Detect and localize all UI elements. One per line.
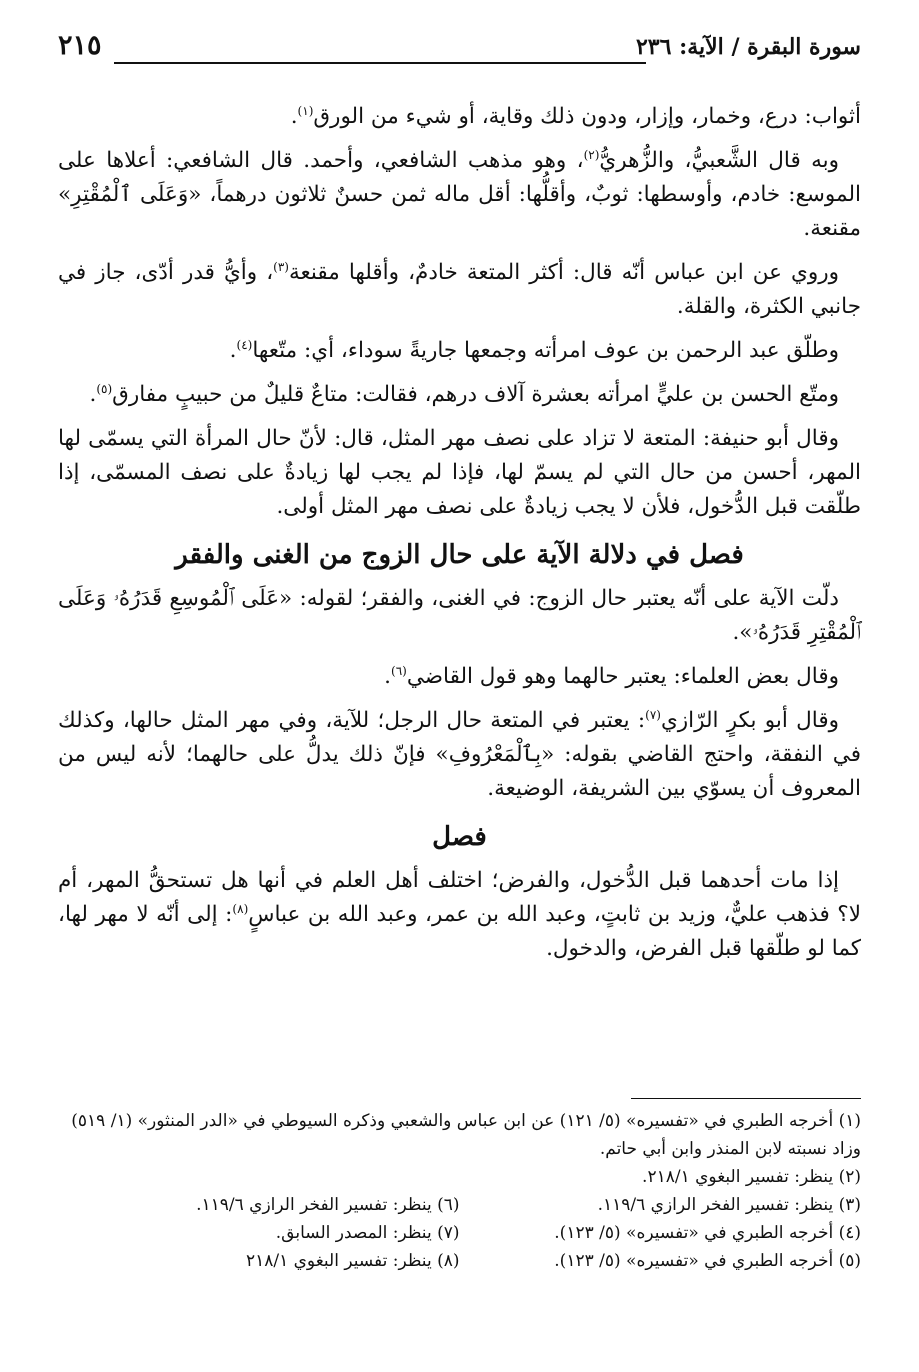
footnote: (٦) ينظر: تفسير الفخر الرازي ١١٩/٦. [196, 1195, 460, 1215]
footnote: (٣) ينظر: تفسير الفخر الرازي ١١٩/٦. [597, 1195, 861, 1215]
footnote-marker: (١) [297, 103, 314, 118]
footnote-rule [631, 1098, 861, 1099]
paragraph: وقال أبو بكرٍ الرّازي$^{(٧)}$: يعتبر في المتعة حال الرجل؛ للآية، وفي مهر المثل حالها، وكذلك في النفقة، واحتج القاضي بقوله: «بِٱلْمَعْرُوفِ» فإنّ ذلك يدلُّ على حالهما؛ لأنه ليس من المعروف أن يسوّي بين الشريفة، الوضيعة. [58, 707, 861, 801]
footnote-marker: (٣) [273, 259, 289, 274]
page-number: ٢١٥ [58, 30, 102, 61]
footnote: (٨) ينظر: تفسير البغوي ٢١٨/١ [245, 1251, 460, 1271]
footnote-marker: (٧) [645, 707, 661, 722]
footnote-marker: (٢) [583, 147, 600, 162]
paragraph: دلّت الآية على أنّه يعتبر حال الزوج: في الغنى، والفقر؛ لقوله: «عَلَى ٱلْمُوسِعِ قَدَرُهُۥ وَعَلَى ٱلْمُقْتِرِ قَدَرُهُۥ». [58, 586, 861, 645]
footnote-marker: (٦) [391, 663, 407, 678]
footnotes [58, 1098, 861, 1275]
paragraph: وبه قال الشَّعبيُّ، والزُّهريُّ$^{(٢)}$، وهو مذهب الشافعي، وأحمد. قال الشافعي: أعلاها على الموسع: خادم، وأوسطها: ثوبٌ، وأقلُّها: أقل ماله ثمن حسنٌ ثلاثون درهماً، «وَعَلَى ٱلْمُقْتِرِ» مقنعة. [58, 147, 861, 241]
footnote-row [58, 1247, 861, 1275]
footnote-marker: (٨) [232, 901, 249, 916]
paragraph: إذا مات أحدهما قبل الدُّخول، والفرض؛ اختلف أهل العلم في أنها هل تستحقُّ المهر، أم لا؟ فذهب عليٌّ، وزيد بن ثابتٍ، وعبد الله بن عمر، وعبد الله بن عباسٍ$^{(٨)}$: إلى أنّه لا مهر لها، كما لو طلّقها قبل الفرض، والدخول. [58, 868, 861, 961]
paragraph: وقال بعض العلماء: يعتبر حالهما وهو قول القاضي$^{(٦)}$. [384, 663, 839, 689]
footnote: (٢) ينظر: تفسير البغوي ٢١٨/١. [642, 1167, 861, 1187]
footnote: (١) أخرجه الطبري في «تفسيره» (٥/ ١٢١) عن ابن عباس والشعبي وذكره السيوطي في «الدر المنثور» (١/ ٥١٩) وزاد نسبته لابن المنذر وابن أبي حاتم. [71, 1111, 861, 1159]
main-text [58, 100, 861, 976]
footnote-marker: (٥) [96, 381, 113, 396]
paragraph: وطلّق عبد الرحمن بن عوف امرأته وجمعها جاريةً سوداء، أي: متّعها$^{(٤)}$. [229, 337, 839, 363]
paragraph: وقال أبو حنيفة: المتعة لا تزاد على نصف مهر المثل، قال: لأنّ حال المرأة التي يسمّى لها المهر، أحسن من حال التي لم يسمّ لها، فإذا لم يجب لها زيادةٌ على نصف المسمّى، إذا طلّقت قبل الدُّخول، فلأن لا يجب زيادةٌ على نصف مهر المثل أولى. [58, 426, 861, 519]
section-heading: فصل [432, 822, 487, 852]
footnote: (٤) أخرجه الطبري في «تفسيره» (٥/ ١٢٣). [554, 1223, 861, 1243]
paragraph: ومتّع الحسن بن عليٍّ امرأته بعشرة آلاف درهم، فقالت: متاعٌ قليلٌ من حبيبٍ مفارق$^{(٥)}$. [89, 381, 839, 407]
footnote: (٥) أخرجه الطبري في «تفسيره» (٥/ ١٢٣). [554, 1251, 861, 1271]
paragraph: أثواب: درع، وخمار، وإزار، ودون ذلك وقاية، أو شيء من الورق$^{(١)}$. [290, 103, 861, 129]
footnote-row [58, 1191, 861, 1219]
running-title: سورة البقرة / الآية: ٢٣٦ [635, 34, 861, 60]
footnote-marker: (٤) [236, 337, 253, 352]
header-rule [114, 62, 646, 64]
paragraph: وروي عن ابن عباس أنّه قال: أكثر المتعة خادمٌ، وأقلها مقنعة$^{(٣)}$، وأيُّ قدر أدّى، جاز في جانبي الكثرة، والقلة. [58, 259, 861, 319]
section-heading: فصل في دلالة الآية على حال الزوج من الغنى والفقر [175, 540, 744, 570]
footnote: (٧) ينظر: المصدر السابق. [275, 1223, 460, 1243]
page-header [58, 28, 861, 72]
footnote-row [58, 1219, 861, 1247]
